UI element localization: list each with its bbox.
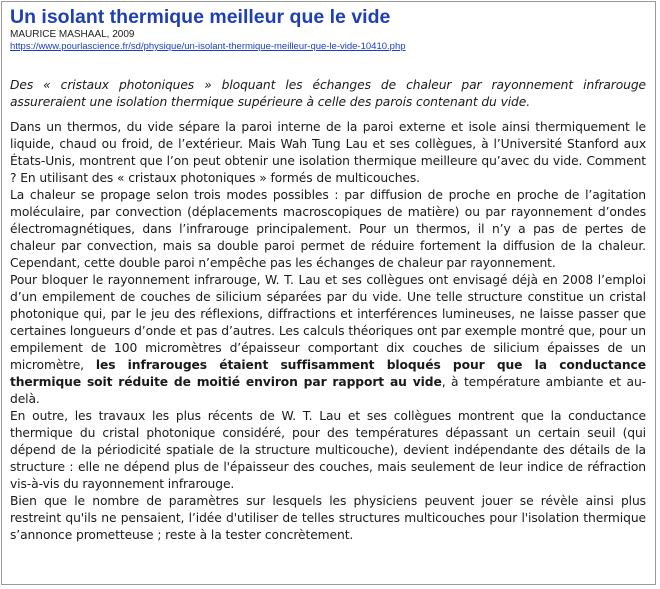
- paragraph: La chaleur se propage selon trois modes possibles : par diffusion de proche en proche de l’agitation moléculaire, par convection (déplacements macroscopiques de matière) ou par rayonnement d’ondes électromagnétiques, dans l’infrarouge principalement. Pour un thermos, il n’y a pas de pertes de chaleur par convection, mais sa double paroi permet de réduire fortement la diffusion de la chaleur. Cependant, cette double paroi n’empêche pas les échanges de chaleur par rayonnement.: [10, 188, 646, 270]
- article-author: MAURICE MASHAAL, 2009: [10, 29, 135, 40]
- paragraph-text: Pour bloquer le rayonnement infrarouge, W. T. Lau et ses collègues ont envisagé déjà en 2008 l’emploi d’un empilement de couches de silicium séparées par du vide. Une telle structure constitue un cristal photonique qui, par le jeu des réflexions, diffractions et interférences lumineuses, ne laisse passer que certaines longueurs d’onde et pas d’autres. Les calculs théoriques ont par exemple montré que, pour un empilement de 100 micromètres d’épaisseur comportant dix couches de silicium épaisses de un micromètre,: [10, 273, 646, 372]
- paragraph-text: , à température ambiante et au-delà.: [10, 375, 646, 406]
- article-lead: Des « cristaux photoniques » bloquant les échanges de chaleur par rayonnement infrarouge assureraient une isolation thermique supérieure à celle des parois contenant du vide.: [10, 78, 646, 109]
- paragraph: Dans un thermos, du vide sépare la paroi interne de la paroi externe et isole ainsi thermiquement le liquide, chaud ou froid, de l’extérieur. Mais Wah Tung Lau et ses collègues, à l’Université Stanford aux États-Unis, montrent que l’on peut obtenir une isolation thermique meilleure qu’avec du vide. Comment ? En utilisant des « cristaux photoniques » formés de multicouches.: [10, 120, 646, 185]
- emphasized-text: les infrarouges étaient suffisamment bloqués pour que la conductance thermique soit réduite de moitié environ par rapport au vide: [10, 358, 646, 389]
- paragraph: [10, 272, 646, 408]
- paragraph: Bien que le nombre de paramètres sur lesquels les physiciens peuvent jouer se révèle ainsi plus restreint qu'ils ne pensaient, l’idée d'utiliser de telles structures multicouches pour l'isolation thermique s’annonce prometteuse ; reste à la tester concrètement.: [10, 494, 646, 542]
- paragraph: En outre, les travaux les plus récents de W. T. Lau et ses collègues montrent que la conductance thermique du cristal photonique considéré, pour des températures dépassant un certain seuil (qui dépend de la périodicité spatiale de la structure multicouche), devient indépendante des détails de la structure : elle ne dépend plus de l'épaisseur des couches, mais seulement de leur indice de réfraction vis-à-vis du rayonnement infrarouge.: [10, 409, 646, 491]
- article-body: [10, 119, 646, 544]
- source-link[interactable]: https://www.pourlascience.fr/sd/physique/un-isolant-thermique-meilleur-que-le-vide-10410.php: [10, 41, 406, 52]
- article-title: Un isolant thermique meilleur que le vide: [10, 6, 391, 28]
- article-frame: [1, 1, 656, 585]
